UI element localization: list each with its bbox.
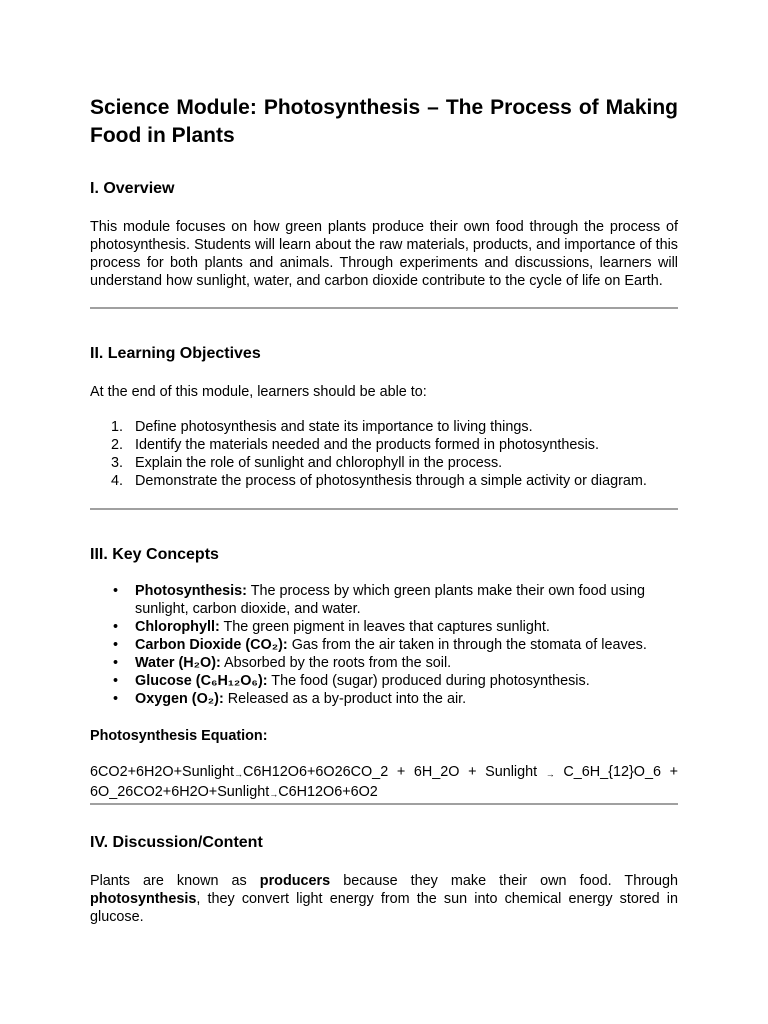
overview-heading: I. Overview: [90, 180, 175, 197]
list-item-text: Explain the role of sunlight and chlorophyll in the process.: [135, 455, 503, 471]
equation-part: 6CO2+6H2O+Sunlight: [90, 764, 234, 780]
concept-definition: Gas from the air taken in through the stomata of leaves.: [287, 637, 647, 653]
emphasis-text: producers: [259, 873, 331, 889]
list-item: [90, 636, 678, 654]
list-item-text: Demonstrate the process of photosynthesis through a simple activity or diagram.: [135, 473, 647, 489]
concept-term: Chlorophyll:: [135, 619, 220, 635]
section-divider: [90, 803, 678, 805]
list-item: [90, 672, 678, 690]
concepts-heading: III. Key Concepts: [90, 546, 219, 563]
objectives-intro: At the end of this module, learners should be able to:: [90, 384, 427, 400]
arrow-icon: →: [545, 769, 555, 779]
arrow-icon: →: [269, 789, 279, 799]
concept-term: Photosynthesis:: [135, 583, 247, 599]
section-divider: [90, 508, 678, 510]
bullet-icon: •: [113, 691, 119, 707]
arrow-icon: →: [234, 769, 243, 779]
concept-definition: The green pigment in leaves that captures sunlight.: [219, 619, 550, 635]
concept-definition: The process by which green plants make their own food using sunlight, carbon dioxide, and water.: [135, 583, 646, 617]
equation-part: C6H12O6+6O26CO_2 + 6H_2O + Sunlight: [243, 764, 546, 780]
bullet-icon: •: [113, 619, 119, 635]
list-item-text: Define photosynthesis and state its importance to living things.: [135, 419, 533, 435]
bullet-icon: •: [113, 655, 119, 671]
concept-definition: Released as a by-product into the air.: [223, 691, 467, 707]
list-number: 1.: [111, 419, 124, 435]
concept-term: Water (H₂O):: [135, 655, 221, 671]
list-number: 3.: [111, 455, 124, 471]
list-item: [90, 618, 678, 636]
document-title: Science Module: Photosynthesis – The Process of Making Food in Plants: [90, 96, 678, 147]
list-number: 2.: [111, 437, 124, 453]
objectives-list: [90, 418, 678, 490]
concept-term: Carbon Dioxide (CO₂):: [135, 637, 288, 653]
equation-part: C_6H_{12}O_6 + 6O_26CO2+6H2O+Sunlight: [90, 764, 679, 800]
equation-part: C6H12O6+6O2: [278, 784, 378, 800]
list-item: [90, 418, 678, 436]
list-item: [90, 690, 678, 708]
overview-paragraph: This module focuses on how green plants produce their own food through the process of photosynthesis. Students will learn about the raw materials, products, and importance of this process for both plants and animals. Through experiments and discussions, learners will understand how sunlight, water, and carbon dioxide contribute to the cycle of life on Earth.: [90, 219, 678, 289]
discussion-heading: IV. Discussion/Content: [90, 834, 263, 851]
discussion-text: , they convert light energy from the sun into chemical energy stored in glucose.: [90, 891, 678, 925]
concept-definition: The food (sugar) produced during photosynthesis.: [267, 673, 590, 689]
concept-term: Oxygen (O₂):: [135, 691, 224, 707]
list-number: 4.: [111, 473, 124, 489]
equation-title: Photosynthesis Equation:: [90, 728, 268, 744]
discussion-paragraph: [90, 872, 678, 926]
concepts-list: [90, 582, 678, 708]
concept-definition: Absorbed by the roots from the soil.: [220, 655, 452, 671]
discussion-text: because they make their own food. Through: [330, 873, 678, 889]
equation-text: [90, 763, 678, 803]
section-divider: [90, 307, 678, 309]
list-item: [90, 582, 678, 618]
objectives-heading: II. Learning Objectives: [90, 345, 261, 362]
list-item: [90, 654, 678, 672]
bullet-icon: •: [113, 583, 119, 599]
bullet-icon: •: [113, 637, 119, 653]
list-item: [90, 436, 678, 454]
emphasis-text: photosynthesis: [90, 891, 197, 907]
list-item-text: Identify the materials needed and the products formed in photosynthesis.: [135, 437, 599, 453]
discussion-text: Plants are known as: [90, 873, 260, 889]
list-item: [90, 472, 678, 490]
concept-term: Glucose (C₆H₁₂O₆):: [135, 673, 268, 689]
bullet-icon: •: [113, 673, 119, 689]
list-item: [90, 454, 678, 472]
